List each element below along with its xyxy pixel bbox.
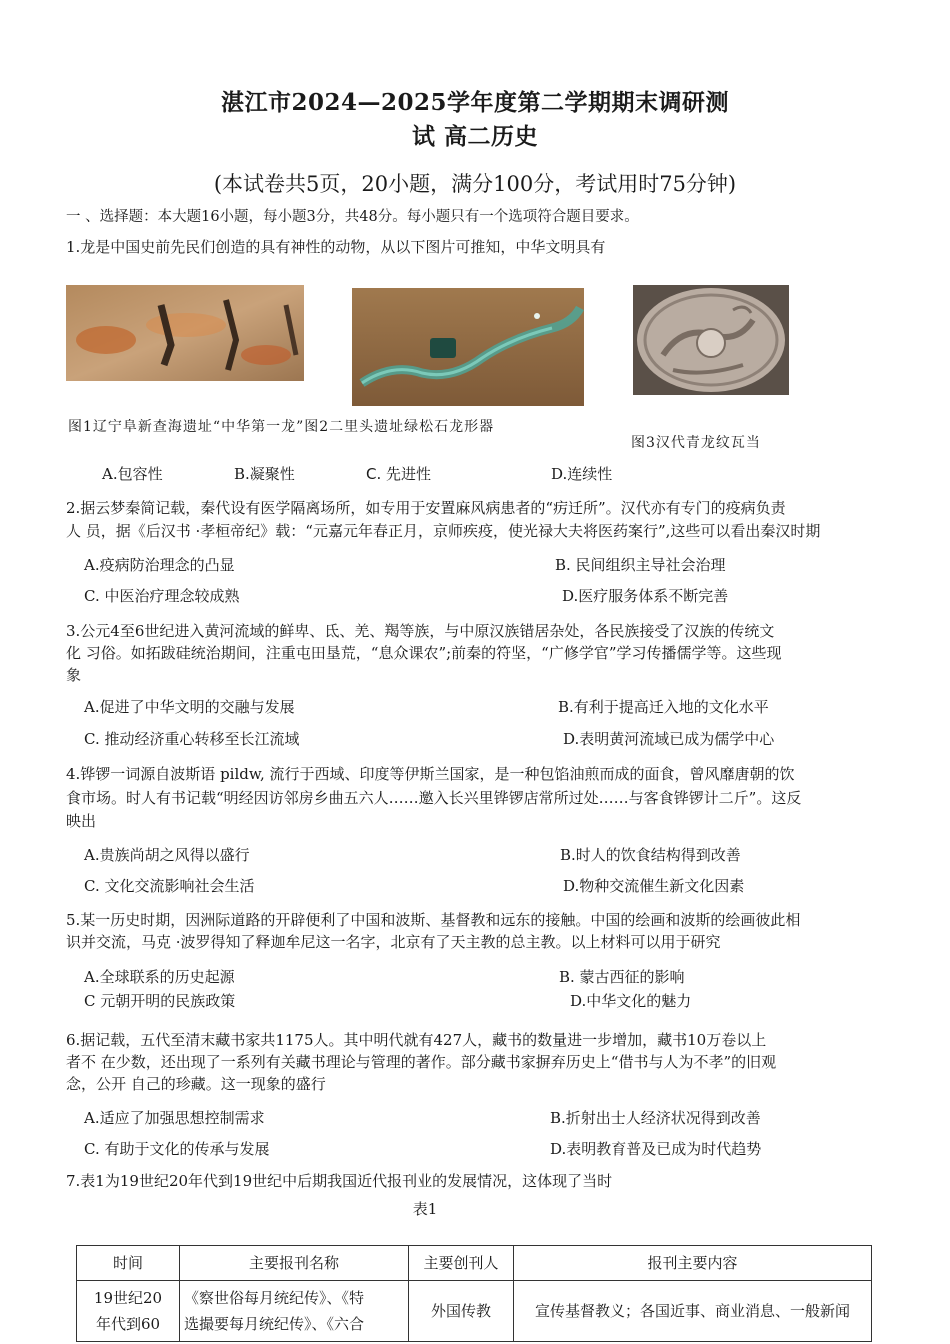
cell-name-line2: 选撮要每月统纪传》、《六合 [184,1315,365,1333]
header-name: 主要报刊名称 [180,1246,409,1281]
q2-option-a: A.疫病防治理念的凸显 [84,556,235,574]
table-header-row [77,1246,872,1281]
dragon-tile-photo [633,285,789,395]
q3-option-c: C. 推动经济重心转移至长江流域 [84,730,300,748]
q5-option-c: C 元朝开明的民族政策 [84,992,236,1010]
q4-option-c: C. 文化交流影响社会生活 [84,877,255,895]
cell-time-line2: 年代到60 [95,1315,161,1333]
question-6-stem-line1: 6.据记载，五代至清末藏书家共1175人。其中明代就有427人，藏书的数量进一步增加，藏书10万卷以上 [66,1031,767,1049]
cell-time [77,1281,180,1342]
question-4-stem-line2: 食市场。时人有书记载“明经因访邻房乡曲五六人……邀入长兴里铧锣店常所过处……与客食铧锣计二斤”。这反 [66,789,802,807]
q1-option-d: D.连续性 [551,465,613,483]
dragon-rock-photo [66,285,304,381]
q6-option-a: A.适应了加强思想控制需求 [84,1109,265,1127]
q2-option-c: C. 中医治疗理念较成熟 [84,587,240,605]
exam-title-line2: 试 高二历史 [411,123,538,150]
q1-option-a: A.包容性 [102,465,163,483]
question-4-stem-line1: 4.铧锣一词源自波斯语 pildw, 流行于西域、印度等伊斯兰国家，是一种包馅油煎而成的面食，曾风靡唐朝的饮 [66,765,795,783]
turquoise-dragon-photo [352,288,584,406]
question-6-stem-line2: 者不 在少数，还出现了一系列有关藏书理论与管理的著作。部分藏书家摒弃历史上“借书与人为不孝”的旧观 [66,1053,777,1071]
question-5-stem-line1: 5.某一历史时期，因洲际道路的开辟便利了中国和波斯、基督教和远东的接触。中国的绘画和波斯的绘画彼此相 [66,911,801,929]
header-content: 报刊主要内容 [514,1246,872,1281]
q3-option-d: D.表明黄河流域已成为儒学中心 [563,730,775,748]
cell-name [180,1281,409,1342]
cell-content: 宣传基督教义；各国近事、商业消息、一般新闻 [514,1281,872,1342]
question-1-stem: 1.龙是中国史前先民们创造的具有神性的动物，从以下图片可推知，中华文明具有 [66,238,606,256]
q5-option-b: B. 蒙古西征的影响 [559,968,685,986]
figure-1-2-caption [68,416,494,436]
history-table [76,1245,872,1342]
q6-option-c: C. 有助于文化的传承与发展 [84,1140,270,1158]
table-row [77,1281,872,1342]
exam-subtitle: (本试卷共5页，20小题，满分100分，考试用时75分钟) [213,172,737,196]
cell-time-line1: 19世纪20 [93,1289,163,1307]
cell-founder: 外国传教 [409,1281,514,1342]
question-2-stem-line2: 人 员，据《后汉书 ·孝桓帝纪》载：“元嘉元年春正月，京师疾疫，使光禄大夫将医药案行”,这些可以看出秦汉时期 [66,522,821,540]
question-2-stem-line1: 2.据云梦秦简记载，秦代设有医学隔离场所，如专用于安置麻风病患者的“疠迁所”。汉代亦有专门的疫病负责 [66,499,786,517]
question-3-stem-line3: 象 [66,666,82,684]
question-5-stem-line2: 识并交流，马克 ·波罗得知了释迦牟尼这一名字，北京有了天主教的总主教。以上材料可以用于研究 [66,933,721,951]
q5-option-a: A.全球联系的历史起源 [84,968,235,986]
exam-title-line1: 湛江市2024—2025学年度第二学期期末调研测 [220,89,730,116]
question-6-stem-line3: 念，公开 自己的珍藏。这一现象的盛行 [66,1075,326,1093]
question-7-stem: 7.表1为19世纪20年代到19世纪中后期我国近代报刊业的发展情况，这体现了当时 [66,1172,613,1190]
question-3-stem-line2: 化 习俗。如拓跋硅统治期间，注重屯田垦荒，“息众课农”;前秦的符坚，“广修学官”学习传播儒学等。这些现 [66,644,782,662]
q3-option-a: A.促进了中华文明的交融与发展 [84,698,295,716]
q1-option-b: B.凝聚性 [234,465,295,483]
q4-option-a: A.贵族尚胡之风得以盛行 [84,846,250,864]
q5-option-d: D.中华文化的魅力 [570,992,692,1010]
cell-name-line1: 《察世俗每月统纪传》、《特 [184,1289,365,1307]
question-3-stem-line1: 3.公元4至6世纪进入黄河流域的鲜卑、氐、羌、羯等族，与中原汉族错居杂处，各民族接受了汉族的传统文 [66,622,775,640]
question-4-stem-line3: 映出 [66,812,97,830]
figure-3-caption: 图3汉代青龙纹瓦当 [631,435,761,451]
q2-option-b: B. 民间组织主导社会治理 [555,556,726,574]
header-founder: 主要创刊人 [409,1246,514,1281]
q4-option-d: D.物种交流催生新文化因素 [563,877,745,895]
table-caption: 表1 [412,1200,438,1218]
q6-option-d: D.表明教育普及已成为时代趋势 [550,1140,762,1158]
q6-option-b: B.折射出士人经济状况得到改善 [550,1109,761,1127]
q1-option-c: C. 先进性 [366,465,432,483]
figure-1-caption: 图1辽宁阜新查海遗址“中华第一龙” [68,419,305,435]
q3-option-b: B.有利于提高迁入地的文化水平 [558,698,769,716]
q4-option-b: B.时人的饮食结构得到改善 [560,846,741,864]
q2-option-d: D.医疗服务体系不断完善 [562,587,729,605]
header-time: 时间 [77,1246,180,1281]
figure-2-caption: 图2二里头遗址绿松石龙形器 [304,419,495,435]
section-heading: 一 、选择题：本大题16小题，每小题3分，共48分。每小题只有一个选项符合题目要求。 [66,209,639,225]
